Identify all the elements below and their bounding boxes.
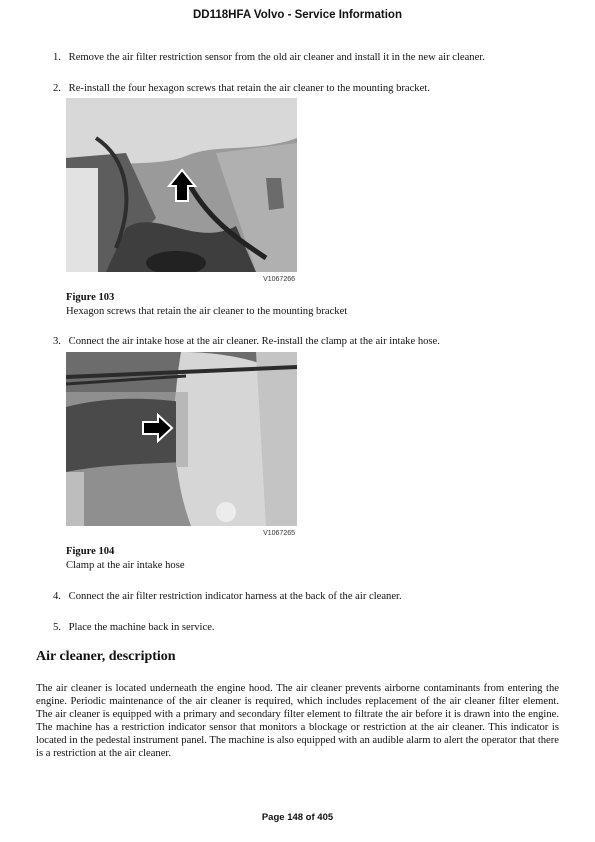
step-number: 3. <box>53 336 61 347</box>
figure-title: Figure 103 <box>66 292 115 303</box>
step-2 <box>53 82 563 95</box>
step-1 <box>53 51 563 64</box>
figure-title: Figure 104 <box>66 546 115 557</box>
step-text: Connect the air intake hose at the air cleaner. Re-install the clamp at the air intake hose. <box>68 336 440 347</box>
step-text: Place the machine back in service. <box>68 622 215 633</box>
step-text: Re-install the four hexagon screws that retain the air cleaner to the mounting bracket. <box>68 83 430 94</box>
page-header-title: DD118HFA Volvo - Service Information <box>193 9 402 21</box>
figure-code: V1067266 <box>263 276 295 283</box>
step-text: Remove the air filter restriction sensor from the old air cleaner and install it in the new air cleaner. <box>68 52 485 63</box>
step-number: 4. <box>53 591 61 602</box>
figure-caption: Hexagon screws that retain the air cleaner to the mounting bracket <box>66 306 348 317</box>
section-paragraph: The air cleaner is located underneath the engine hood. The air cleaner prevents airborne contaminants from entering the engine. Periodic maintenance of the air cleaner is required, which includes replacement of the air cleaner filter element. The air cleaner is equipped with a primary and secondary filter element to filtrate the air before it is drawn into the engine. The machine has a restriction indicator sensor that monitors a blockage or restriction at the air cleaner. This indicator is located in the pedestal instrument panel. The machine is also equipped with an audible alarm to alert the operator that there is a restriction at the air cleaner. <box>36 683 559 759</box>
step-4 <box>53 590 563 603</box>
step-number: 2. <box>53 83 61 94</box>
step-number: 1. <box>53 52 61 63</box>
step-number: 5. <box>53 622 61 633</box>
figure-104-photo <box>66 352 297 526</box>
step-text: Connect the air filter restriction indicator harness at the back of the air cleaner. <box>68 591 402 602</box>
figure-103-photo <box>66 98 297 272</box>
figure-code: V1067265 <box>263 530 295 537</box>
page-number: Page 148 of 405 <box>261 812 334 823</box>
figure-caption: Clamp at the air intake hose <box>66 560 185 571</box>
section-heading: Air cleaner, description <box>36 649 176 664</box>
step-5 <box>53 621 563 634</box>
step-3 <box>53 335 563 348</box>
